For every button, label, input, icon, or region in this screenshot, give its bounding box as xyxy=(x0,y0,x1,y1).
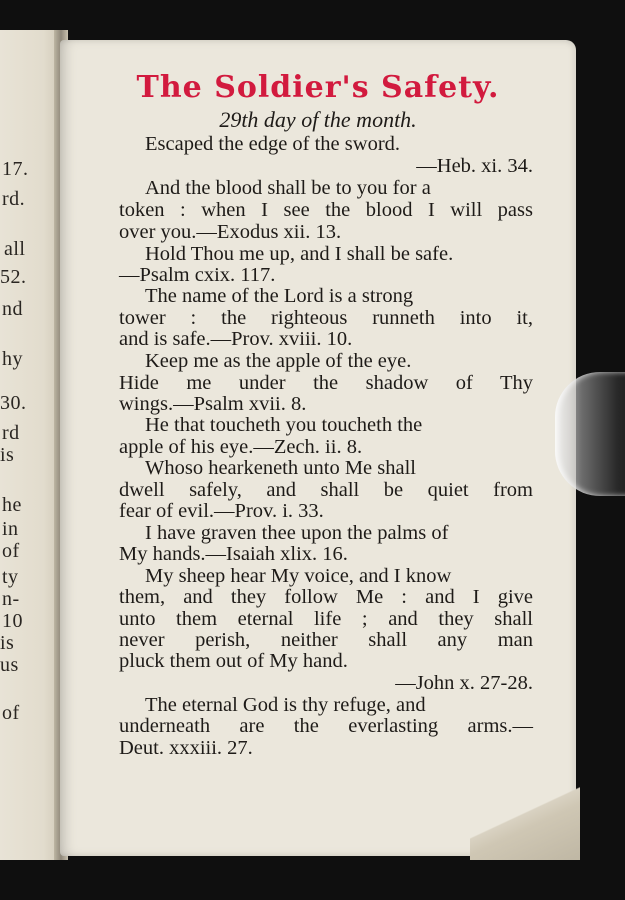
page-clip xyxy=(555,372,625,496)
verse-line: Keep me as the apple of the eye. xyxy=(145,350,412,372)
worn-page-corner xyxy=(470,770,580,860)
left-page-fragment: 30. xyxy=(0,392,27,414)
page-subtitle: 29th day of the month. xyxy=(219,107,417,132)
verse-line: He that toucheth you toucheth the xyxy=(145,414,423,436)
verse-line: and is safe.—Prov. xviii. 10. xyxy=(119,328,353,350)
left-page-fragment: nd xyxy=(2,298,23,320)
verse-line: pluck them out of My hand. xyxy=(119,650,348,672)
verse-reference: —Heb. xi. 34. xyxy=(416,155,533,177)
verse-line: them, and they follow Me : and I give xyxy=(119,586,533,608)
verse-line: tower : the righteous runneth into it, xyxy=(119,307,533,329)
verse-line: Hide me under the shadow of Thy xyxy=(119,372,533,394)
verse-line: Escaped the edge of the sword. xyxy=(145,133,401,155)
verse-line: fear of evil.—Prov. i. 33. xyxy=(119,500,324,522)
left-page-fragment: all xyxy=(4,238,26,260)
left-page-fragment: hy xyxy=(2,348,23,370)
left-page-fragment: of xyxy=(2,540,20,562)
left-page-fragment: n- xyxy=(2,588,20,610)
verse-line: Hold Thou me up, and I shall be safe. xyxy=(145,243,454,265)
verse-line: I have graven thee upon the palms of xyxy=(145,522,449,544)
verse-line: Deut. xxxiii. 27. xyxy=(119,737,253,759)
left-page-fragment: us xyxy=(0,654,19,676)
left-page-fragment: rd. xyxy=(2,188,26,210)
verse-line: And the blood shall be to you for a xyxy=(145,177,431,199)
left-page-fragment: he xyxy=(2,494,22,516)
verse-line: —Psalm cxix. 117. xyxy=(119,264,276,286)
left-page-fragment: is xyxy=(0,632,15,654)
verse-line: never perish, neither shall any man xyxy=(119,629,533,651)
verse-line: The eternal God is thy refuge, and xyxy=(145,694,426,716)
left-page-fragment: rd xyxy=(2,422,20,444)
verse-line: Whoso hearkeneth unto Me shall xyxy=(145,457,416,479)
verse-line: over you.—Exodus xii. 13. xyxy=(119,221,342,243)
verse-reference: —John x. 27-28. xyxy=(395,672,533,694)
left-page-fragment: ty xyxy=(2,566,19,588)
verse-line: wings.—Psalm xvii. 8. xyxy=(119,393,307,415)
previous-page xyxy=(0,30,62,860)
verse-line: apple of his eye.—Zech. ii. 8. xyxy=(119,436,363,458)
verse-line: token : when I see the blood I will pass xyxy=(119,199,533,221)
left-page-fragment: 17. xyxy=(2,158,29,180)
verse-line: My hands.—Isaiah xlix. 16. xyxy=(119,543,348,565)
verse-line: The name of the Lord is a strong xyxy=(145,285,414,307)
left-page-fragment: of xyxy=(2,702,20,724)
left-page-fragment: in xyxy=(2,518,19,540)
left-page-fragment: 52. xyxy=(0,266,27,288)
verse-line: dwell safely, and shall be quiet from xyxy=(119,479,533,501)
verse-line: unto them eternal life ; and they shall xyxy=(119,608,533,630)
verse-line: My sheep hear My voice, and I know xyxy=(145,565,452,587)
verse-line: underneath are the everlasting arms.— xyxy=(119,715,533,737)
page-title: The Soldier's Safety. xyxy=(136,70,500,105)
left-page-fragment: 10 xyxy=(2,610,23,632)
left-page-fragment: is xyxy=(0,444,15,466)
